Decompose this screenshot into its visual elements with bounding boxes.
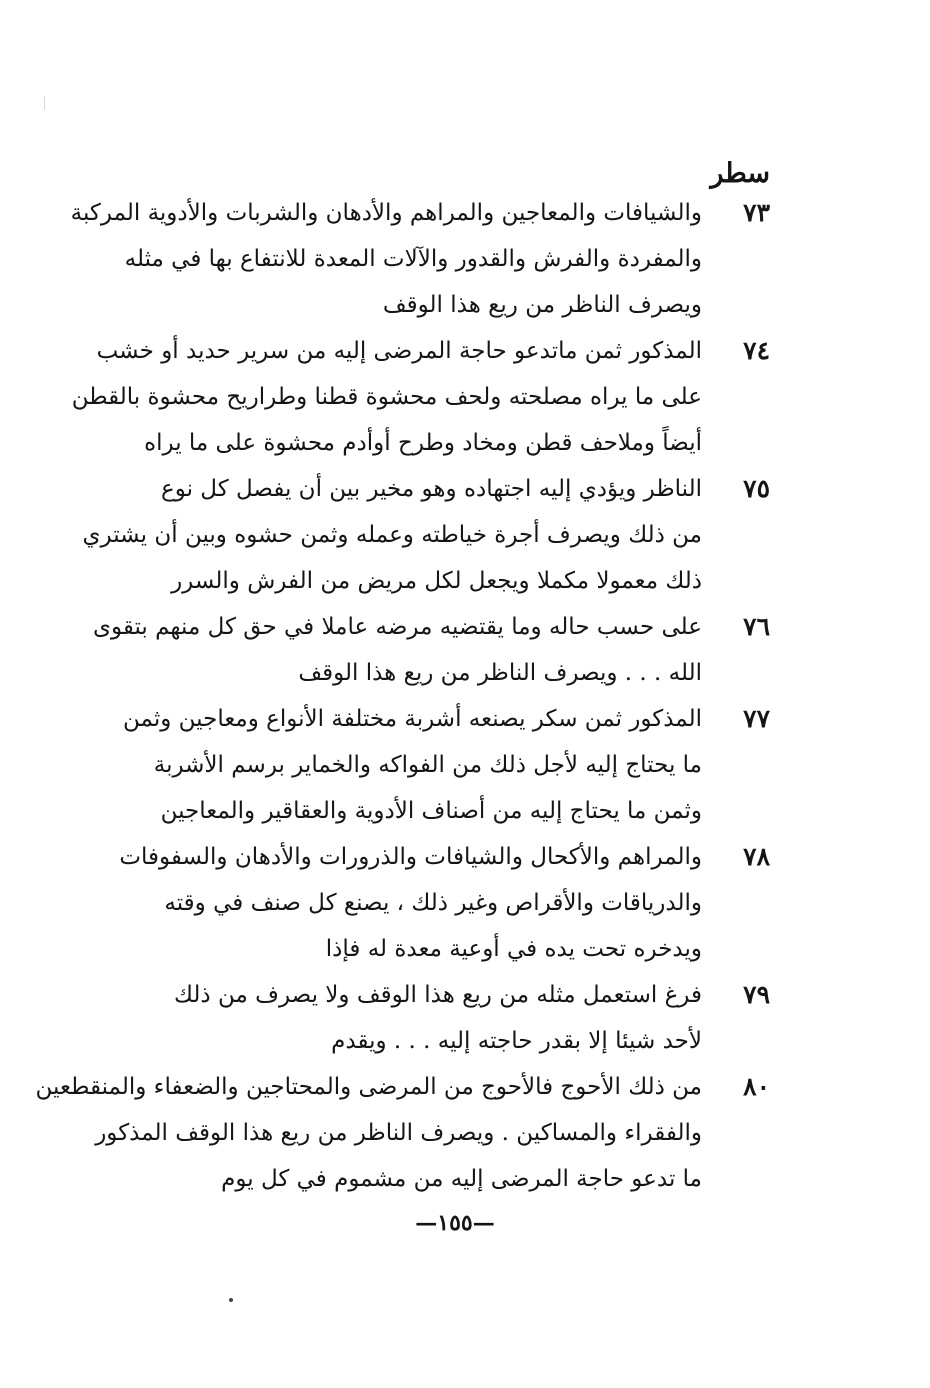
text-line: والشيافات والمعاجين والمراهم والأدهان والشربات والأدوية المركبة bbox=[70, 200, 702, 226]
text-body bbox=[35, 190, 770, 1202]
text-line: على ما يراه مصلحته ولحف محشوة قطنا وطراريح محشوة بالقطن bbox=[71, 384, 702, 410]
entry-78 bbox=[119, 834, 770, 972]
scan-speck bbox=[229, 1298, 233, 1302]
entry-79 bbox=[150, 972, 770, 1064]
line-number: ٨٠ bbox=[743, 1072, 770, 1101]
scan-edge-mark bbox=[44, 96, 45, 110]
entry-lines bbox=[123, 696, 702, 834]
text-line: ويدخره تحت يده في أوعية معدة له فإذا bbox=[325, 936, 702, 962]
text-line: فرغ استعمل مثله من ريع هذا الوقف ولا يصرف من ذلك bbox=[174, 982, 702, 1008]
entry-74 bbox=[71, 328, 770, 466]
line-number: ٧٨ bbox=[743, 842, 770, 871]
line-number: ٧٤ bbox=[743, 336, 770, 365]
text-line: لأحد شيئا إلا بقدر حاجته إليه . . . ويقدم bbox=[331, 1028, 702, 1054]
text-line: ويصرف الناظر من ريع هذا الوقف bbox=[382, 292, 702, 318]
text-line: ذلك معمولا مكملا ويجعل لكل مريض من الفرش والسرر bbox=[171, 568, 702, 594]
entry-lines bbox=[92, 604, 702, 696]
entry-lines bbox=[35, 1064, 702, 1202]
text-line: المذكور ثمن سكر يصنعه أشربة مختلفة الأنواع ومعاجين وثمن bbox=[123, 706, 702, 732]
text-line: الناظر ويؤدي إليه اجتهاده وهو مخير بين أن يفصل كل نوع bbox=[160, 476, 702, 502]
text-line: والمفردة والفرش والقدور والآلات المعدة للانتفاع بها في مثله bbox=[124, 246, 702, 272]
line-number: ٧٧ bbox=[743, 704, 770, 733]
text-line: والمراهم والأكحال والشيافات والذرورات والأدهان والسفوفات bbox=[119, 844, 702, 870]
entry-80 bbox=[35, 1064, 770, 1202]
text-line: والدرياقات والأقراص وغير ذلك ، يصنع كل صنف في وقته bbox=[164, 890, 702, 916]
text-line: ما يحتاج إليه لأجل ذلك من الفواكه والخماير برسم الأشربة bbox=[153, 752, 702, 778]
line-column-header: سطر bbox=[710, 158, 770, 189]
text-line: أيضاً وملاحف قطن ومخاد وطرح أوأدم محشوة على ما يراه bbox=[144, 430, 702, 456]
text-line: والفقراء والمساكين . ويصرف الناظر من ريع هذا الوقف المذكور bbox=[95, 1120, 702, 1146]
text-line: وثمن ما يحتاج إليه من أصناف الأدوية والعقاقير والمعاجين bbox=[160, 798, 702, 824]
line-number: ٧٩ bbox=[743, 980, 770, 1009]
text-line: الله . . . ويصرف الناظر من ريع هذا الوقف bbox=[298, 660, 702, 686]
entry-lines bbox=[119, 834, 702, 972]
entry-lines bbox=[82, 466, 702, 604]
entry-lines bbox=[70, 190, 702, 328]
entry-76 bbox=[92, 604, 770, 696]
entry-lines bbox=[150, 972, 702, 1064]
entry-77 bbox=[123, 696, 770, 834]
line-number: ٧٣ bbox=[743, 198, 770, 227]
entry-75 bbox=[82, 466, 770, 604]
entry-lines bbox=[71, 328, 702, 466]
line-number: ٧٦ bbox=[743, 612, 770, 641]
entry-73 bbox=[70, 190, 770, 328]
text-line: من ذلك ويصرف أجرة خياطته وعمله وثمن حشوه وبين أن يشتري bbox=[82, 522, 702, 548]
text-line: المذكور ثمن ماتدعو حاجة المرضى إليه من سرير حديد أو خشب bbox=[96, 338, 702, 364]
text-line: ما تدعو حاجة المرضى إليه من مشموم في كل يوم bbox=[221, 1166, 702, 1192]
text-line: على حسب حاله وما يقتضيه مرضه عاملا في حق كل منهم بتقوى bbox=[92, 614, 702, 640]
text-line: من ذلك الأحوج فالأحوج من المرضى والمحتاجين والضعفاء والمنقطعين bbox=[35, 1074, 702, 1100]
line-number: ٧٥ bbox=[743, 474, 770, 503]
page-number: —١٥٥— bbox=[415, 1210, 495, 1236]
